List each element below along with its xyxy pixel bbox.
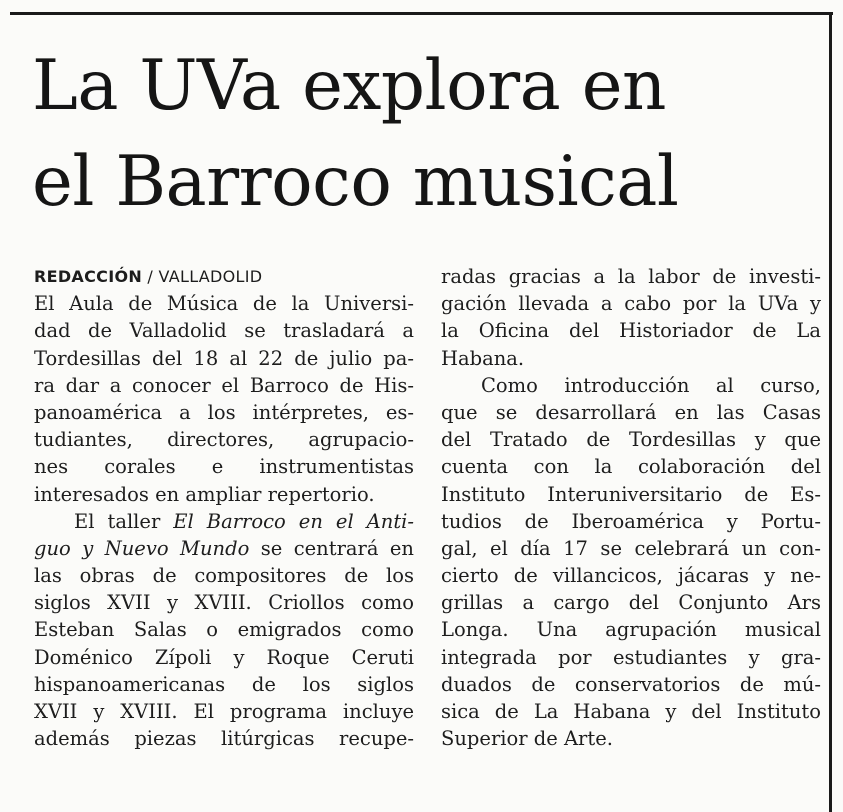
text-line	[441, 644, 821, 671]
headline	[32, 38, 822, 230]
text-run: Habana.	[441, 346, 525, 370]
text-line	[441, 372, 821, 399]
text-run: radas gracias a la labor de investi-	[441, 265, 821, 288]
text-run: Instituto Interuniversitario de Es-	[441, 482, 821, 506]
text-line	[441, 317, 821, 344]
text-line	[441, 698, 821, 725]
text-run: gación llevada a cabo por la UVa y	[441, 292, 821, 316]
text-line	[441, 562, 821, 589]
text-line	[34, 290, 414, 317]
text-line	[34, 372, 414, 399]
text-run: nes corales e instrumentistas	[34, 455, 414, 479]
top-rule	[10, 12, 833, 15]
right-column-body	[441, 263, 821, 752]
byline-separator: /	[142, 267, 159, 286]
text-line	[441, 616, 821, 643]
text-run: siglos XVII y XVIII. Criollos como	[34, 591, 414, 615]
left-column	[34, 263, 414, 752]
text-run: cierto de villancicos, jácaras y ne-	[441, 564, 821, 588]
text-run: cuenta con la colaboración del	[441, 455, 821, 479]
left-column-body	[34, 290, 414, 752]
text-run: panoamérica a los intérpretes, es-	[34, 400, 414, 424]
text-line	[441, 453, 821, 480]
text-line	[441, 263, 821, 290]
text-run: ra dar a conocer el Barroco de His-	[34, 373, 414, 397]
text-line	[34, 535, 414, 562]
text-line	[34, 698, 414, 725]
text-line	[34, 589, 414, 616]
headline-line-2: el Barroco musical	[32, 142, 679, 222]
right-column	[441, 263, 821, 752]
text-line	[441, 290, 821, 317]
text-line	[34, 644, 414, 671]
byline-org: REDACCIÓN	[34, 267, 143, 286]
text-line	[441, 399, 821, 426]
text-line	[34, 426, 414, 453]
text-run: Tordesillas del 18 al 22 de julio pa-	[34, 346, 414, 370]
text-run: que se desarrollará en las Casas	[441, 400, 821, 424]
text-run: Como introducción al curso,	[481, 373, 821, 397]
text-run: las obras de compositores de los	[34, 564, 414, 588]
text-run: interesados en ampliar repertorio.	[34, 482, 375, 506]
text-run: XVII y XVIII. El programa incluye	[34, 700, 414, 723]
italic-title-run: El Barroco en el Anti-	[173, 509, 414, 533]
text-run: la Oficina del Historiador de La	[441, 319, 821, 343]
text-line	[441, 535, 821, 562]
text-run: Superior de Arte.	[441, 727, 613, 751]
text-line	[34, 616, 414, 643]
text-line	[34, 481, 414, 508]
text-line	[441, 481, 821, 508]
text-line	[441, 671, 821, 698]
headline-line-1: La UVa explora en	[32, 46, 666, 126]
text-run: Esteban Salas o emigrados como	[34, 618, 414, 642]
text-run: El taller	[74, 509, 174, 533]
text-line	[441, 725, 821, 752]
text-line	[34, 345, 414, 372]
text-line	[34, 317, 414, 344]
text-line	[441, 426, 821, 453]
text-run: dad de Valladolid se trasladará a	[34, 319, 414, 343]
text-run: se centrará en	[249, 536, 414, 560]
text-run: tudiantes, directores, agrupacio-	[34, 428, 414, 452]
text-line	[441, 589, 821, 616]
text-line	[34, 671, 414, 698]
text-run: además piezas litúrgicas recupe-	[34, 727, 414, 751]
text-line	[34, 453, 414, 480]
text-run: hispanoamericanas de los siglos	[34, 672, 414, 696]
text-run: integrada por estudiantes y gra-	[441, 645, 821, 669]
text-run: Doménico Zípoli y Roque Ceruti	[34, 645, 414, 669]
text-line	[34, 725, 414, 752]
text-run: Longa. Una agrupación musical	[441, 618, 821, 642]
italic-title-run: guo y Nuevo Mundo	[34, 536, 250, 560]
text-run: sica de La Habana y del Instituto	[441, 700, 821, 723]
text-run: grillas a cargo del Conjunto Ars	[441, 591, 821, 615]
text-line	[441, 345, 821, 372]
text-line	[34, 562, 414, 589]
text-run: gal, el día 17 se celebrará un con-	[441, 536, 821, 560]
text-line	[34, 508, 414, 535]
right-rule	[829, 12, 832, 812]
text-run: duados de conservatorios de mú-	[441, 672, 821, 696]
text-run: tudios de Iberoamérica y Portu-	[441, 509, 821, 533]
text-run: El Aula de Música de la Universi-	[34, 292, 414, 316]
text-line	[441, 508, 821, 535]
byline	[34, 263, 414, 290]
text-line	[34, 399, 414, 426]
byline-place: VALLADOLID	[158, 267, 263, 286]
text-run: del Tratado de Tordesillas y que	[441, 428, 821, 452]
